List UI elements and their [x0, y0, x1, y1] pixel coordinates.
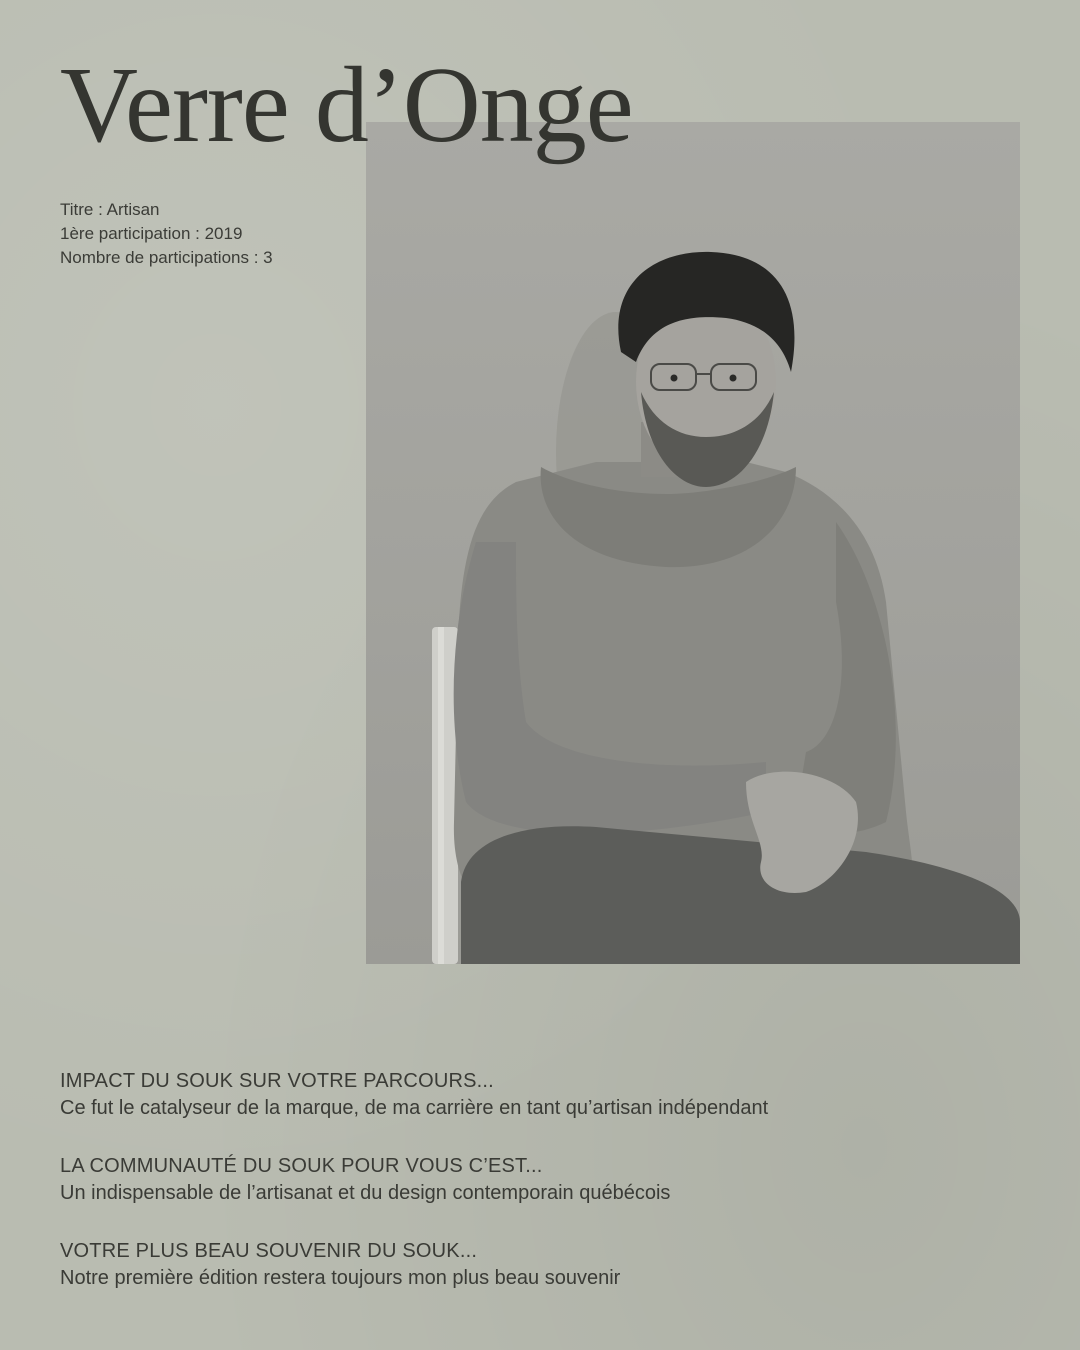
artisan-portrait-photo	[366, 122, 1020, 964]
meta-first-participation-line: 1ère participation : 2019	[60, 224, 243, 243]
artisan-meta	[60, 198, 273, 270]
meta-title-line: Titre : Artisan	[60, 200, 160, 219]
qa-item	[60, 1068, 1040, 1122]
meta-participation-count-line: Nombre de participations : 3	[60, 248, 273, 267]
qa-question: IMPACT DU SOUK SUR VOTRE PARCOURS...	[60, 1070, 494, 1092]
qa-answer: Ce fut le catalyseur de la marque, de ma carrière en tant qu’artisan indépendant	[60, 1097, 769, 1119]
portrait-illustration	[366, 122, 1020, 964]
qa-question: LA COMMUNAUTÉ DU SOUK POUR VOUS C’EST...	[60, 1155, 543, 1177]
qa-answer: Un indispensable de l’artisanat et du design contemporain québécois	[60, 1182, 671, 1204]
qa-item	[60, 1238, 1040, 1292]
qa-item	[60, 1153, 1040, 1207]
qa-question: VOTRE PLUS BEAU SOUVENIR DU SOUK...	[60, 1240, 478, 1262]
qa-answer: Notre première édition restera toujours mon plus beau souvenir	[60, 1267, 621, 1289]
interview-section	[60, 1068, 1040, 1323]
page-title: Verre d’Onge	[60, 46, 633, 165]
jeans	[461, 826, 1020, 964]
